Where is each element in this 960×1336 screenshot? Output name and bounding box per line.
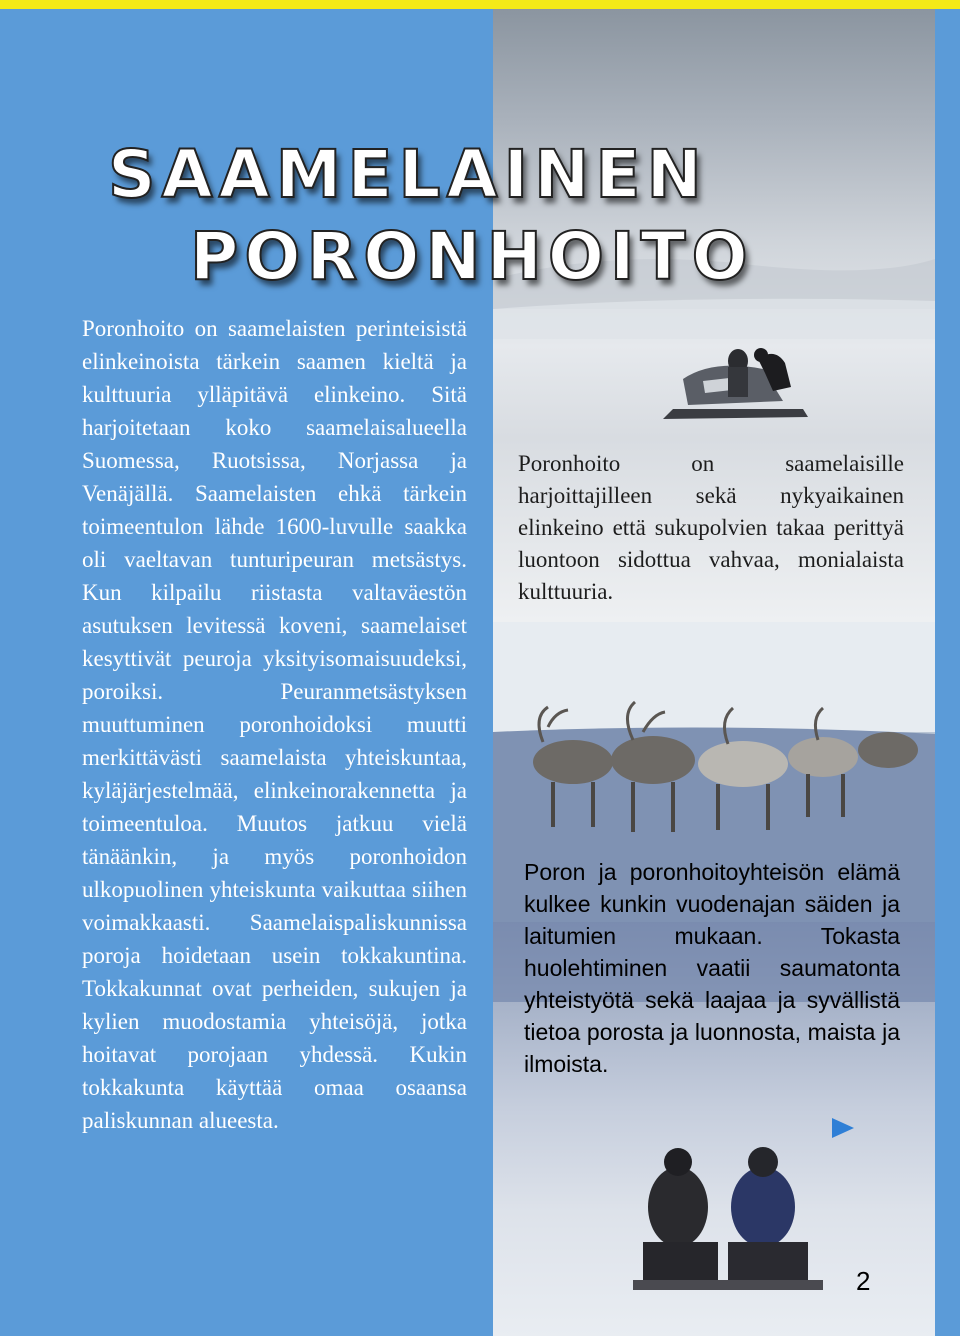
body-text: Poronhoito on saamelaisten perinteisistä elinkeinoista tärkein saamen kieltä ja kulttuuria ylläpitävä elinkeino. Sitä harjoitetaan koko saamelaisalueella Suomessa, Ruotsissa, Norjassa ja Venäjällä. Saamelaisten ehkä tärkein toimeentulon lähde 1600-luvulle saakka oli vaeltavan tunturipeuran metsästys. Kun kilpailu riistasta valtaväestön asutuksen levitessä koveni, saamelaiset kesyttivät peuroja yksityisomaisuudeksi, poroiksi. Peuranmetsästyksen muuttuminen poronhoidoksi muutti merkittävästi saamelaista yhteiskuntaa, kyläjärjestelmää, elinkeinorakennetta ja toimeentuloa. Muutos jatkuu vielä tänäänkin, ja myös poronhoidon ulkopuolinen yhteiskunta vaikuttaa siihen voimakkaasti. Saamelaispaliskunnissa poroja hoidetaan usein tokkakuntina. Tokkakunnat ovat perheiden, sukujen ja kylien muodostamia yhteisöjä, jotka hoitavat porojaan yhdessä. Kukin tokkakunta käyttää omaa osaansa paliskunnan alueesta. bbox=[82, 316, 467, 1133]
title-line-2: PORONHOITO bbox=[190, 218, 754, 295]
page-number: 2 bbox=[856, 1266, 871, 1296]
caption-snowmobile: Poronhoito on saamelaisille harjoittajilleen sekä nykyaikainen elinkeino että sukupolvien takaa perittyä luontoon sidottua vahvaa, monialaista kulttuuria. bbox=[518, 451, 904, 604]
next-arrow-icon bbox=[832, 1118, 854, 1138]
caption-reindeer: Poron ja poronhoitoyhteisön elämä kulkee kunkin vuodenajan säiden ja laitumien mukaan. Tokasta huolehtiminen vaatii saumatonta yhteistyötä sekä laajaa ja syvällistä tietoa porosta ja luonnosta, maista ja ilmoista. bbox=[524, 859, 900, 1077]
right-accent-strip bbox=[935, 9, 960, 1336]
title-line-1: SAAMELAINEN bbox=[108, 136, 708, 213]
top-accent-bar bbox=[0, 0, 960, 9]
